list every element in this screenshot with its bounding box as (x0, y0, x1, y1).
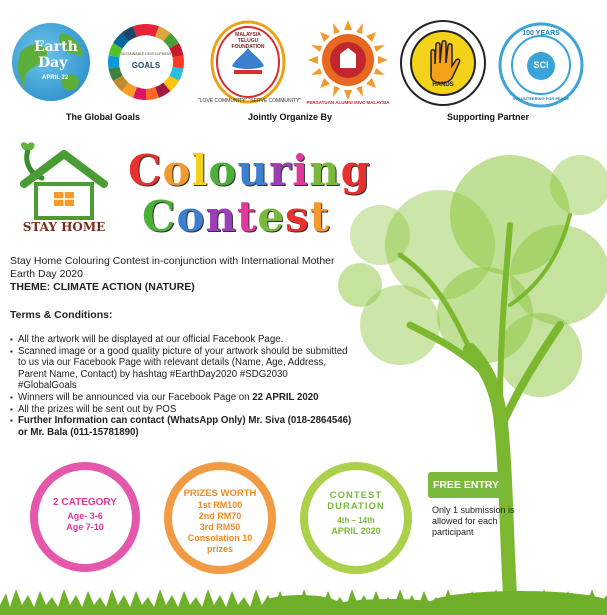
earth-day-line2: Day (38, 55, 68, 71)
intro-text: Stay Home Colouring Contest in-conjunction with International Mother Earth Day 2020 (10, 255, 335, 280)
stay-home-logo (14, 140, 114, 236)
caption-global-goals: The Global Goals (66, 112, 141, 122)
term-text: Winners will be announced via our Facebook Page on (18, 391, 253, 403)
term-contact: Further Information can contact (WhatsApp Only) Mr. Siva (018-2864546) (18, 415, 352, 427)
caption-jointly-organize: Jointly Organize By (248, 112, 333, 122)
title-colouring (128, 146, 371, 195)
announce-date: 22 APRIL 2020 (252, 391, 319, 403)
term-text: Scanned image or a good quality picture of your artwork should be submitted to us via our Facebook Page with relevant details (Name, Age, Address, Parent Name, Contact) by hashtag #EarthDay2020 #SDG2030 #GlobalGoals (18, 345, 348, 392)
list-item (10, 415, 410, 438)
title-contest (142, 192, 330, 241)
alumni-logo (306, 18, 390, 108)
sci-center-text: SCI (533, 60, 549, 70)
caption-supporting-partner: Supporting Partner (447, 112, 530, 122)
free-entry-badge: FREE ENTRY (428, 472, 504, 498)
terms-heading: Terms & Conditions: (10, 309, 113, 321)
submission-note: Only 1 submission is allowed for each participant (432, 505, 515, 537)
term-text: All the prizes will be sent out by POS (18, 403, 177, 415)
sci-top-text: 100 YEARS (522, 30, 560, 37)
sci-bottom-text: VOLUNTEERING FOR PEACE (512, 96, 570, 101)
title-colouring-text: Colouring (128, 146, 372, 195)
category-age1: Age- 3-6 (67, 511, 103, 521)
earth-day-logo (12, 23, 90, 101)
grass-border (0, 585, 607, 615)
earth-day-line1: Earth (34, 39, 78, 55)
prize-1: 1st RM100 (197, 500, 243, 510)
list-item (10, 346, 348, 392)
duration-month: APRIL 2020 (331, 526, 381, 536)
duration-heading: CONTEST DURATION (327, 490, 385, 512)
hands-label: HANDS (432, 82, 454, 88)
prizes-heading: PRIZES WORTH (183, 488, 257, 499)
prize-consolation: Consolation 10 prizes (187, 533, 253, 554)
list-item (10, 334, 410, 346)
telugu-motto: "LOVE COMMUNITY" "SERVE COMMUNITY" (198, 98, 302, 104)
sunburst-emblem-icon (306, 18, 390, 108)
list-item (10, 404, 410, 416)
telugu-title: MALAYSIA TELUGU FOUNDATION (231, 32, 265, 50)
sdg-goals-text: GOALS (131, 61, 161, 70)
prize-2: 2nd RM70 (198, 511, 242, 521)
duration-dates: 4th – 14th (337, 516, 375, 525)
list-item (10, 392, 410, 404)
term-text: All the artwork will be displayed at our official Facebook Page. (18, 334, 284, 345)
term-contact-2: or Mr. Bala (011-15781890) (18, 426, 139, 438)
stay-home-text: STAY HOME (22, 220, 106, 234)
sci-logo (498, 22, 584, 108)
telugu-foundation-logo (198, 18, 302, 108)
prize-3: 3rd RM50 (199, 522, 241, 532)
category-heading: 2 CATEGORY (53, 497, 117, 508)
global-goals-logo (106, 22, 186, 102)
hands-logo (398, 18, 488, 108)
earth-day-date: APRIL 22 (42, 75, 69, 81)
house-icon (14, 140, 114, 220)
sdg-sub-text: SUSTAINABLE DEVELOPMENT (120, 52, 172, 56)
theme-heading: THEME: CLIMATE ACTION (NATURE) (10, 281, 195, 293)
title-contest-text: Contest (142, 192, 331, 241)
terms-list (10, 334, 410, 438)
alumni-ring-text: PERSATUAN ALUMNI MIVC MALAYSIA (306, 100, 390, 105)
category-age2: Age 7-10 (66, 522, 104, 532)
hand-icon (398, 18, 488, 108)
